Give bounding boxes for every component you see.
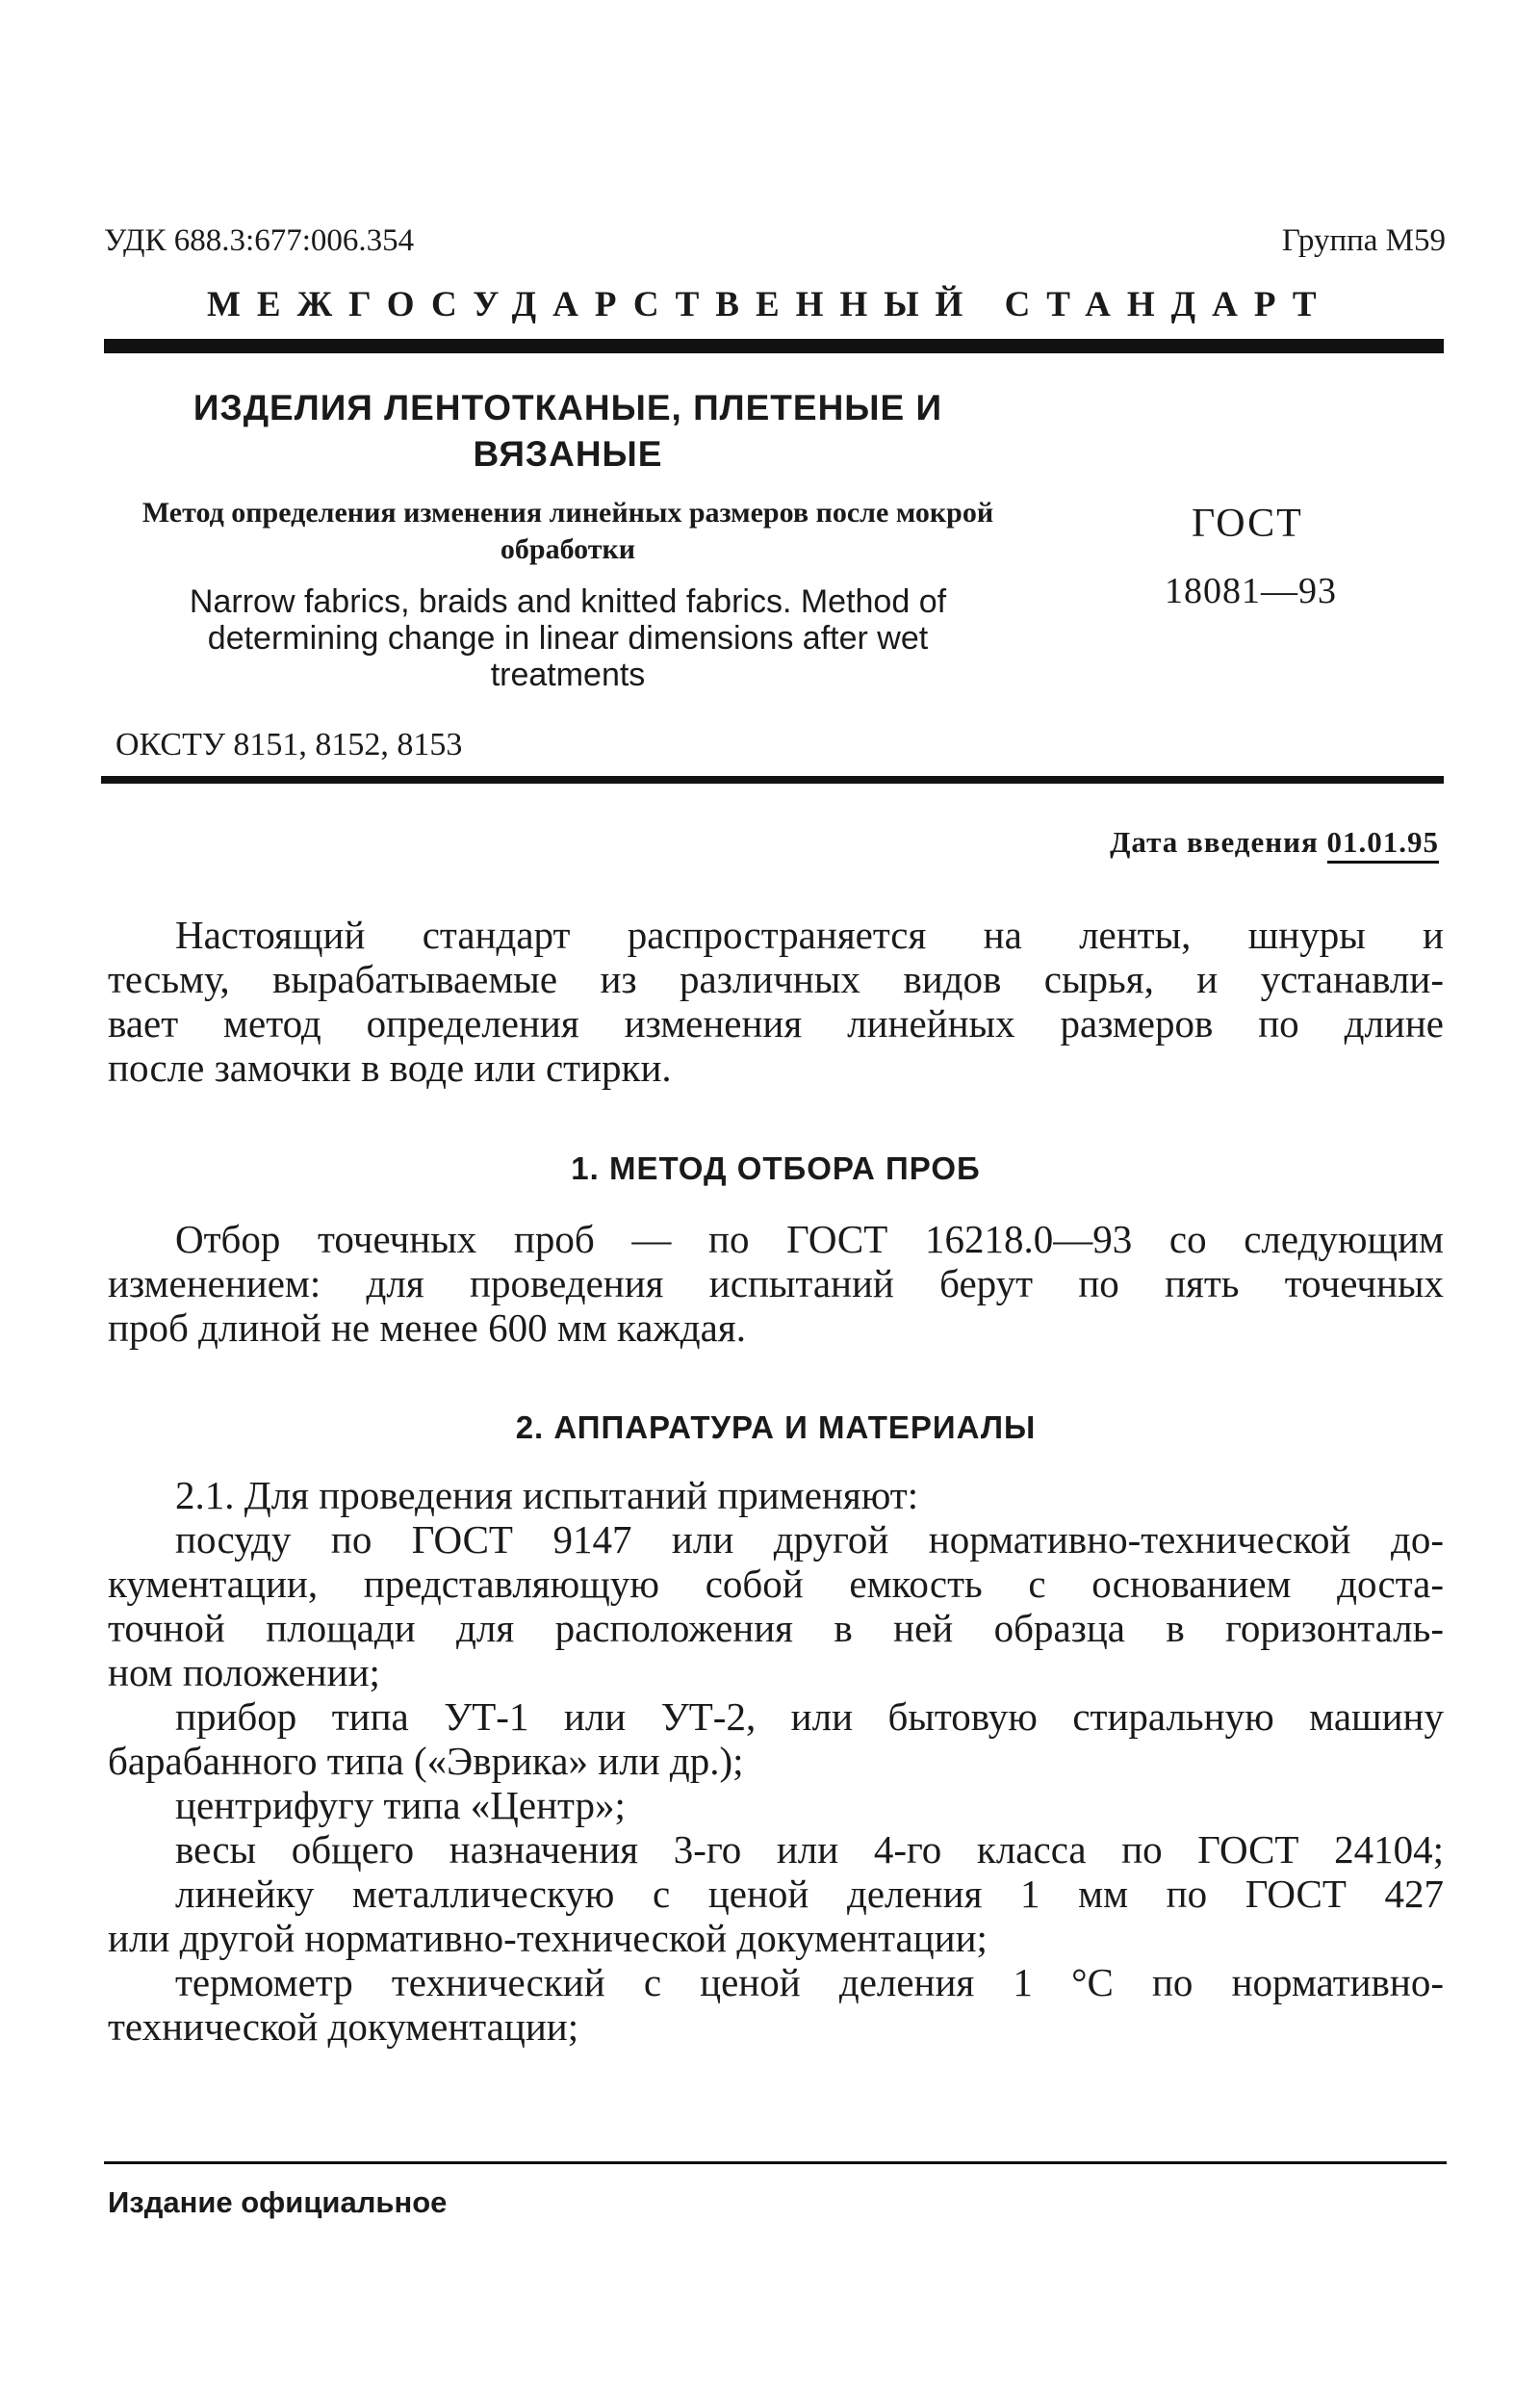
paragraph-line: 2.1. Для проведения испытаний применяют: [175,1473,919,1517]
section-1-heading: 1. МЕТОД ОТБОРА ПРОБ [571,1150,981,1186]
middle-rule [101,776,1444,784]
paragraph-line: тесьму, вырабатываемые из различных видов сырья, и устанавли- [108,957,1444,1001]
paragraph-line: или другой нормативно-технической документации; [108,1916,988,1960]
effective-date-label: Дата введения [1110,825,1319,859]
gost-label: ГОСТ [1192,502,1303,546]
paragraph-line: весы общего назначения 3-го или 4-го класса по ГОСТ 24104; [175,1827,1444,1872]
paragraph-line: центрифугу типа «Центр»; [175,1783,626,1827]
gost-number: 18081—93 [1165,571,1337,611]
footer-rule [104,2161,1447,2164]
paragraph-line: термометр технический с ценой деления 1 °С по нормативно- [175,1960,1444,2004]
interstate-standard-label: МЕЖГОСУДАРСТВЕННЫЙ СТАНДАРТ [207,285,1333,324]
title-main: ИЗДЕЛИЯ ЛЕНТОТКАНЫЕ, ПЛЕТЕНЫЕ И ВЯЗАНЫЕ [192,388,943,474]
paragraph-line: технической документации; [108,2004,579,2049]
title-subtitle: Метод определения изменения линейных размеров после мокрой обработки [141,497,994,565]
paragraph-line: точной площади для расположения в ней образца в горизонталь- [108,1606,1444,1650]
effective-date [1110,825,1439,860]
title-block [135,385,1001,693]
paragraph-line: посуду по ГОСТ 9147 или другой нормативно-технической до- [175,1517,1444,1562]
title-english: Narrow fabrics, braids and knitted fabrics. Method of determining change in linear dimensions after wet treatments [189,583,947,693]
section-2-heading: 2. АППАРАТУРА И МАТЕРИАЛЫ [515,1409,1037,1445]
paragraph-line: Отбор точечных проб — по ГОСТ 16218.0—93 со следующим [175,1217,1444,1261]
section-2-paragraph [108,1473,1444,2049]
top-rule [104,339,1444,353]
udk-code: УДК 688.3:677:006.354 [104,223,415,258]
paragraph-line: проб длиной не менее 600 мм каждая. [108,1305,746,1350]
oksu-codes: ОКСТУ 8151, 8152, 8153 [116,727,463,762]
intro-paragraph [108,913,1444,1090]
effective-date-value: 01.01.95 [1327,825,1440,864]
edition-label: Издание официальное [108,2185,448,2219]
paragraph-line: вает метод определения изменения линейных размеров по длине [108,1001,1444,1046]
paragraph-line: ном положении; [108,1650,380,1694]
paragraph-line: кументации, представляющую собой емкость с основанием доста- [108,1562,1444,1606]
paragraph-line: линейку металлическую с ценой деления 1 мм по ГОСТ 427 [175,1872,1444,1916]
section-1-paragraph [108,1217,1444,1350]
paragraph-line: после замочки в воде или стирки. [108,1046,672,1090]
paragraph-line: Настоящий стандарт распространяется на ленты, шнуры и [175,913,1444,957]
group-code: Группа М59 [1281,223,1446,258]
paragraph-line: изменением: для проведения испытаний берут по пять точечных [108,1261,1444,1305]
paragraph-line: барабанного типа («Эврика» или др.); [108,1739,744,1783]
paragraph-line: прибор типа УТ-1 или УТ-2, или бытовую стиральную машину [175,1694,1444,1739]
